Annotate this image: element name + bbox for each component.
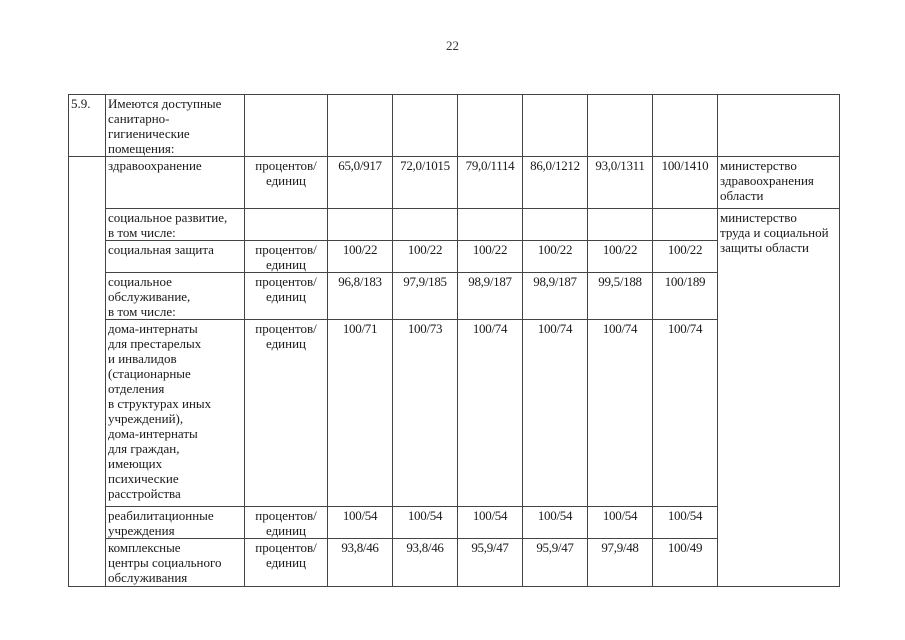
row-value: 93,8/46 bbox=[393, 539, 458, 587]
row-value: 100/22 bbox=[588, 241, 653, 273]
row-value: 65,0/917 bbox=[328, 157, 393, 209]
row-value bbox=[588, 209, 653, 241]
row-value: 100/54 bbox=[588, 507, 653, 539]
section-value-cell bbox=[653, 95, 718, 157]
row-value: 100/74 bbox=[458, 320, 523, 507]
row-value bbox=[328, 209, 393, 241]
row-unit: процентов/ единиц bbox=[245, 539, 328, 587]
table-row-section-header bbox=[69, 95, 840, 157]
section-value-cell bbox=[523, 95, 588, 157]
row-value: 100/54 bbox=[328, 507, 393, 539]
row-name: социальное обслуживание, в том числе: bbox=[106, 273, 245, 320]
row-value bbox=[653, 209, 718, 241]
row-value: 100/54 bbox=[458, 507, 523, 539]
row-value: 100/1410 bbox=[653, 157, 718, 209]
section-value-cell bbox=[328, 95, 393, 157]
number-cell-blank bbox=[69, 157, 106, 587]
row-unit: процентов/ единиц bbox=[245, 320, 328, 507]
row-unit: процентов/ единиц bbox=[245, 507, 328, 539]
row-value: 86,0/1212 bbox=[523, 157, 588, 209]
row-value: 100/74 bbox=[653, 320, 718, 507]
row-value: 97,9/48 bbox=[588, 539, 653, 587]
row-value: 100/22 bbox=[653, 241, 718, 273]
row-name: комплексные центры социального обслуживания bbox=[106, 539, 245, 587]
row-value: 100/74 bbox=[588, 320, 653, 507]
row-value: 100/74 bbox=[523, 320, 588, 507]
row-name: социальное развитие, в том числе: bbox=[106, 209, 245, 241]
section-value-cell bbox=[458, 95, 523, 157]
row-value bbox=[393, 209, 458, 241]
row-name: здравоохранение bbox=[106, 157, 245, 209]
row-value: 100/71 bbox=[328, 320, 393, 507]
row-value: 100/189 bbox=[653, 273, 718, 320]
indicators-table bbox=[68, 94, 840, 587]
row-unit: процентов/ единиц bbox=[245, 241, 328, 273]
section-number: 5.9. bbox=[69, 95, 106, 157]
row-value: 100/54 bbox=[653, 507, 718, 539]
row-unit: процентов/ единиц bbox=[245, 273, 328, 320]
table-row bbox=[69, 157, 840, 209]
row-value: 98,9/187 bbox=[458, 273, 523, 320]
row-name: реабилитационные учреждения bbox=[106, 507, 245, 539]
row-responsible: министерство здравоохранения области bbox=[718, 157, 840, 209]
page-number: 22 bbox=[446, 38, 459, 53]
row-value: 93,8/46 bbox=[328, 539, 393, 587]
row-value: 100/22 bbox=[328, 241, 393, 273]
row-value: 93,0/1311 bbox=[588, 157, 653, 209]
row-unit bbox=[245, 209, 328, 241]
section-title: Имеются доступные санитарно- гигиенические помещения: bbox=[106, 95, 245, 157]
row-value: 100/22 bbox=[523, 241, 588, 273]
row-value: 95,9/47 bbox=[458, 539, 523, 587]
row-value: 100/54 bbox=[393, 507, 458, 539]
row-value bbox=[458, 209, 523, 241]
row-value: 100/73 bbox=[393, 320, 458, 507]
row-value: 100/22 bbox=[458, 241, 523, 273]
row-value bbox=[523, 209, 588, 241]
row-value: 96,8/183 bbox=[328, 273, 393, 320]
row-value: 98,9/187 bbox=[523, 273, 588, 320]
row-value: 99,5/188 bbox=[588, 273, 653, 320]
row-name: социальная защита bbox=[106, 241, 245, 273]
row-value: 72,0/1015 bbox=[393, 157, 458, 209]
row-value: 95,9/47 bbox=[523, 539, 588, 587]
row-unit: процентов/ единиц bbox=[245, 157, 328, 209]
section-unit bbox=[245, 95, 328, 157]
row-value: 79,0/1114 bbox=[458, 157, 523, 209]
row-value: 100/54 bbox=[523, 507, 588, 539]
row-value: 100/22 bbox=[393, 241, 458, 273]
row-value: 97,9/185 bbox=[393, 273, 458, 320]
row-name: дома-интернаты для престарелых и инвалидов (стационарные отделения в структурах иных учреждений), дома-интернаты для граждан, имеющих психические расстройства bbox=[106, 320, 245, 507]
section-value-cell bbox=[588, 95, 653, 157]
row-value: 100/49 bbox=[653, 539, 718, 587]
table-row bbox=[69, 209, 840, 241]
row-responsible: министерство труда и социальной защиты области bbox=[718, 209, 840, 587]
section-value-cell bbox=[393, 95, 458, 157]
section-responsible bbox=[718, 95, 840, 157]
